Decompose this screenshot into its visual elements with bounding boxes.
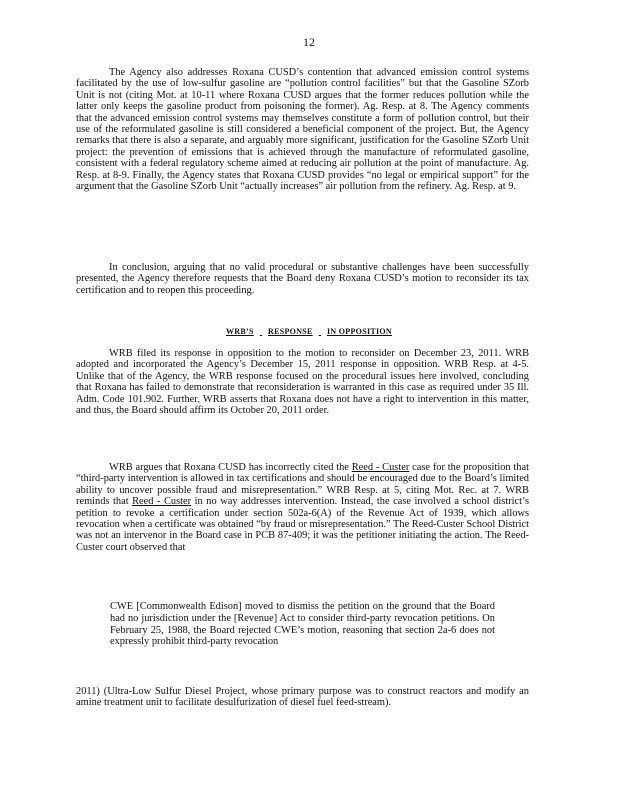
heading-part-1: WRB’S [225, 327, 254, 336]
conclusion-paragraph: In conclusion, arguing that no valid procedural or substantive challenges have been successfully presented, the Agency therefore requests that the Board deny Roxana CUSD’s motion to reconsider its tax certification and to reopen this proceeding. [76, 262, 529, 296]
wrb-argues-text-3: in no way addresses intervention. Instead, the case involved a school district’s petition to revoke a certification under section 502a-6(A) of the Revenue Act of 1939, which allows revocation when a certificate was obtained “by fraud or misrepresentation.” The Reed-Custer School District was not an intervenor in the Board case in PCB 87-409; it was the petitioner initiating the action. The Reed-Custer court observed that [76, 496, 529, 553]
footnote-text: 2011) (Ultra-Low Sulfur Diesel Project, whose primary purpose was to construct reactors and modify an amine treatment unit to facilitate desulfurization of diesel fuel feed-stream). [76, 686, 529, 709]
wrb-response-paragraph: WRB filed its response in opposition to the motion to reconsider on December 23, 2011. WRB adopted and incorporated the Agency’s December 15, 2011 response in opposition. WRB Resp. at 4-5. Unlike that of the Agency, the WRB response focused on the procedural issues here involved, concluding that Roxana has failed to demonstrate that reconsideration is warranted in this case as required under 35 Ill. Adm. Code 101.902. Further, WRB asserts that Roxana does not have a right to intervention in this matter, and thus, the Board should affirm its October 20, 2011 order. [76, 348, 529, 417]
wrb-argues-paragraph [76, 462, 529, 553]
heading-part-2: RESPONSE [268, 327, 313, 336]
case-citation-reed-custer-2: Reed - Custer [132, 496, 192, 508]
wrb-argues-text-1: WRB argues that Roxana CUSD has incorrectly cited the [109, 462, 349, 473]
page-number: 12 [303, 35, 315, 49]
block-quote: CWE [Commonwealth Edison] moved to dismiss the petition on the ground that the Board had no jurisdiction under the [Revenue] Act to consider third-party revocation petitions. On February 25, 1988, the Board rejected CWE’s motion, reasoning that section 2a-6 does not expressly prohibit third-party revocation [110, 601, 495, 648]
heading-part-3: IN OPPOSITION [326, 327, 393, 336]
wrb-argues-text-2: case for the proposition that “third-party intervention is allowed in tax certifications and should be encouraged due to the Board’s limited ability to uncover possible fraud and misrepresentation.” WRB Resp. at 5, citing Mot. Rec. at 7. WRB reminds that [76, 462, 529, 508]
section-heading [0, 327, 618, 336]
agency-paragraph: The Agency also addresses Roxana CUSD’s contention that advanced emission control systems facilitated by the use of low-sulfur gasoline are “pollution control facilities” but that the Gasoline SZorb Unit is not (citing Mot. at 10-11 where Roxana CUSD argues that the former reduces pollution while the latter only keeps the gasoline product from poisoning the former). Ag. Resp. at 8. The Agency comments that the advanced emission control systems may themselves constitute a form of pollution control, but their use of the reformulated gasoline is still considered a beneficial component of the project. But, the Agency remarks that there is also a separate, and arguably more significant, justification for the Gasoline SZorb Unit project: the prevention of emissions that is achieved through the manufacture of reformulated gasoline, consistent with a federal regulatory scheme aimed at reducing air pollution at the point of manufacture. Ag. Resp. at 8-9. Finally, the Agency states that Roxana CUSD provides “no legal or empirical support” for the argument that the Gasoline SZorb Unit “actually increases” air pollution from the refinery. Ag. Resp. at 9. [76, 67, 529, 193]
case-citation-reed-custer: Reed - Custer [351, 462, 410, 473]
